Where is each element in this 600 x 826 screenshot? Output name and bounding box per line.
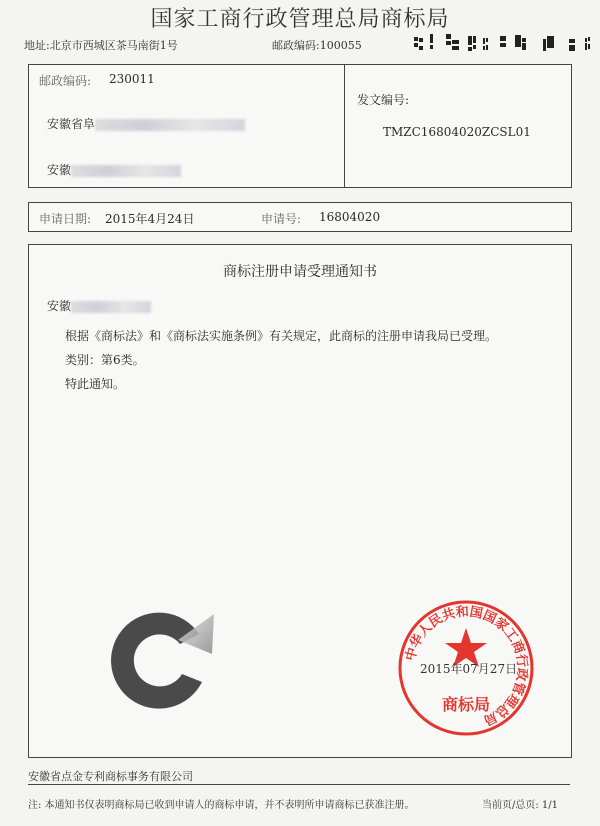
notice-line-2: 类别：第6类。 xyxy=(65,353,145,367)
document-title: 国家工商行政管理总局商标局 xyxy=(150,7,450,32)
application-date-value: 2015年4月24日 xyxy=(105,212,195,226)
office-address: 地址:北京市西城区茶马南街1号 xyxy=(24,39,178,52)
barcode-icon xyxy=(414,34,590,52)
recipient-line-1-text: 安徽省阜 xyxy=(47,117,96,131)
notice-line-1: 根据《商标法》和《商标法实施条例》有关规定，此商标的注册申请我局已受理。 xyxy=(65,329,498,343)
recipient-postcode-label: 邮政编码: xyxy=(39,74,92,88)
seal-date: 2015年07月27日 xyxy=(420,662,518,676)
dispatch-label: 发文编号: xyxy=(357,93,410,107)
footer-divider xyxy=(28,784,570,785)
notice-line-3: 特此通知。 xyxy=(65,377,126,391)
application-info-box xyxy=(28,202,572,232)
office-postcode: 邮政编码:100055 xyxy=(272,39,362,52)
agency-name: 安徽省点金专利商标事务有限公司 xyxy=(28,770,193,783)
redacted-text xyxy=(71,165,181,177)
application-number-label: 申请号: xyxy=(261,212,302,226)
recipient-postcode-value: 230011 xyxy=(109,72,155,86)
recipient-line-2 xyxy=(47,161,181,178)
recipient-line-2-text: 安徽 xyxy=(47,163,72,177)
notice-addressee xyxy=(47,297,151,314)
recipient-box xyxy=(28,64,346,188)
seal-ring-text: 中华人民共和国国家工商行政管理总局 xyxy=(403,604,530,728)
redacted-text xyxy=(95,119,245,131)
seal-center-text: 商标局 xyxy=(441,695,491,714)
notice-title: 商标注册申请受理通知书 xyxy=(223,264,377,280)
notice-addressee-text: 安徽 xyxy=(47,299,72,313)
dispatch-box xyxy=(344,64,572,188)
redacted-text xyxy=(71,301,151,313)
footer-note: 注: 本通知书仅表明商标局已收到申请人的商标申请，并不表明所申请商标已获准注册。 xyxy=(28,800,415,811)
recipient-line-1 xyxy=(47,115,245,132)
page-indicator: 当前页/总页: 1/1 xyxy=(482,800,559,811)
application-number-value: 16804020 xyxy=(319,210,381,224)
application-date-label: 申请日期: xyxy=(39,212,92,226)
watermark-logo-icon xyxy=(104,596,224,716)
dispatch-number: TMZC16804020ZCSL01 xyxy=(383,125,531,139)
